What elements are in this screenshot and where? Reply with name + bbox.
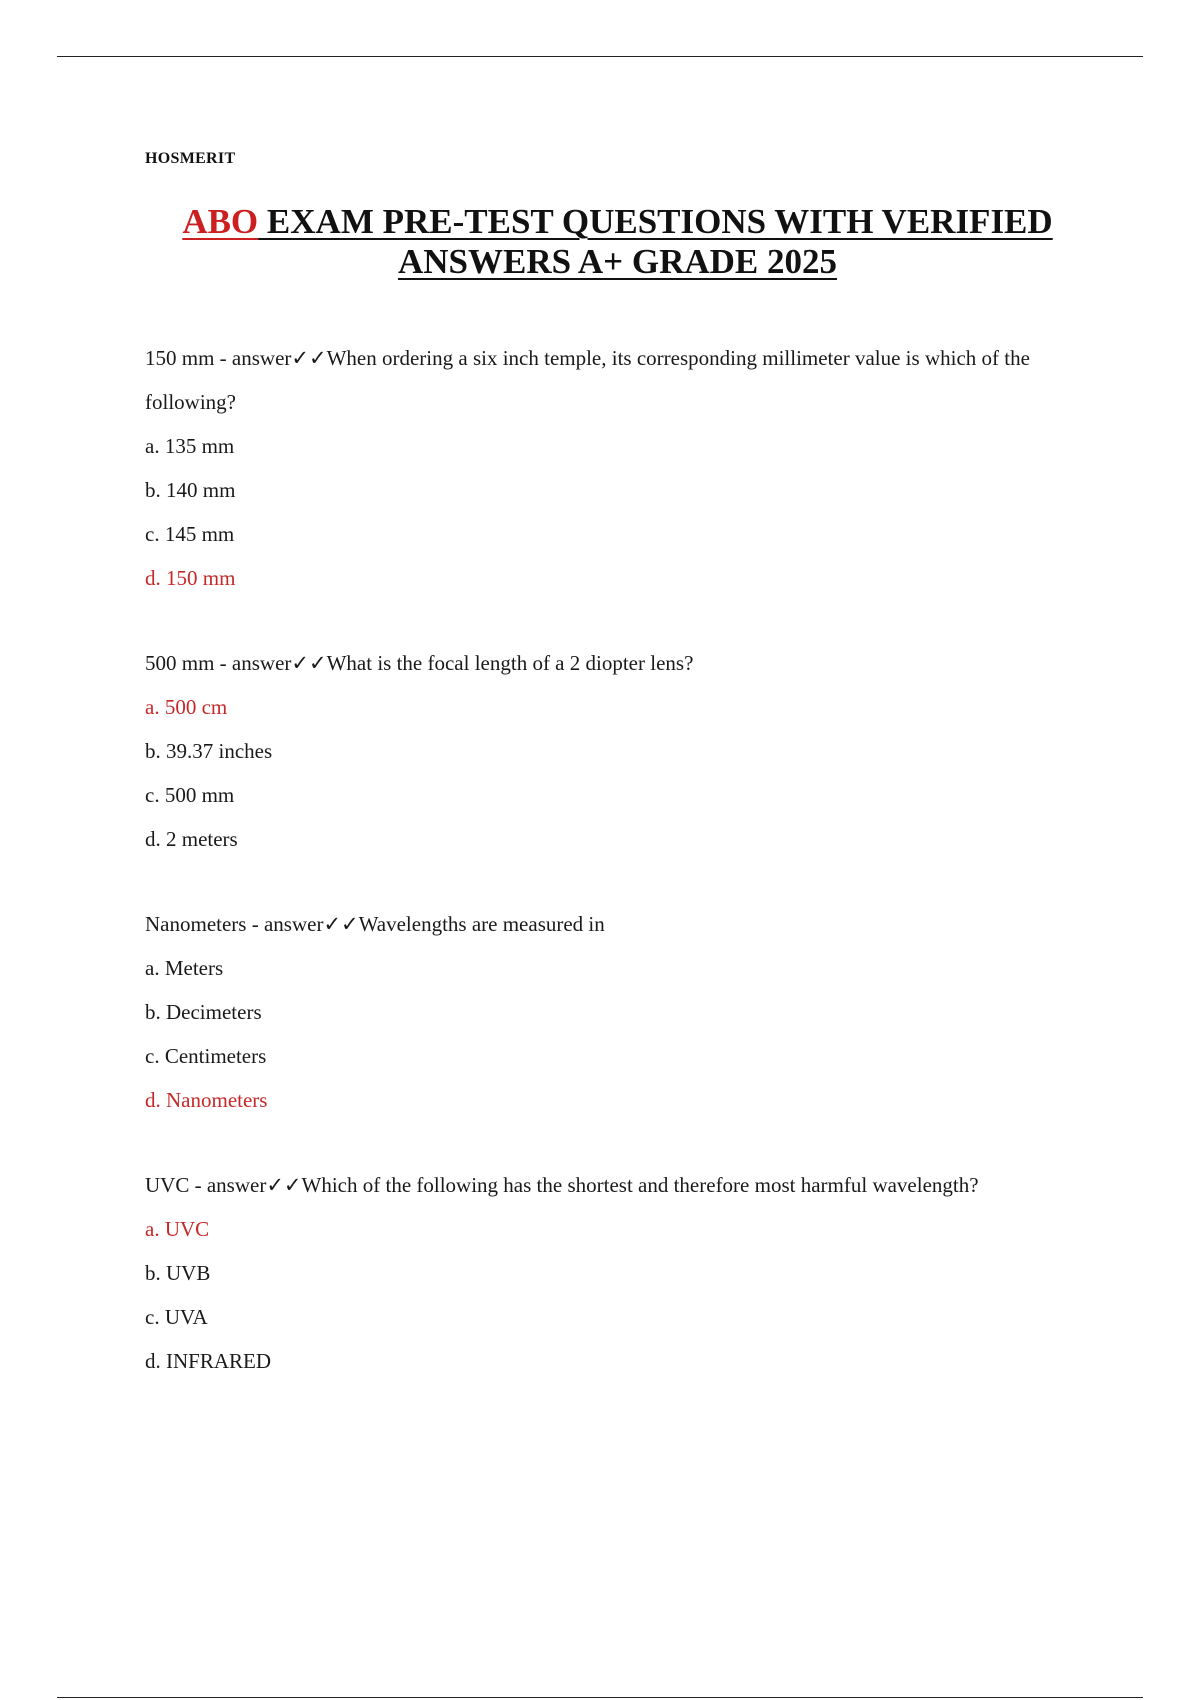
question-text xyxy=(145,641,1075,685)
question-block xyxy=(145,902,1075,1122)
option-c: c. UVA xyxy=(145,1305,208,1329)
question-prompt: Which of the following has the shortest and therefore most harmful wavelength? xyxy=(301,1173,979,1197)
question-block xyxy=(145,641,1075,861)
question-prompt: Wavelengths are measured in xyxy=(358,912,605,936)
answer-separator: - answer xyxy=(189,1173,267,1197)
option-d: d. 2 meters xyxy=(145,827,238,851)
question-text xyxy=(145,902,1075,946)
option-d-correct: d. 150 mm xyxy=(145,566,236,590)
option-d: d. INFRARED xyxy=(145,1349,272,1373)
question-answer: Nanometers xyxy=(145,912,247,936)
option-a-correct: a. UVC xyxy=(145,1217,210,1241)
question-text xyxy=(145,336,1075,424)
title-brand: ABO xyxy=(182,202,259,241)
double-check-icon: ✓✓ xyxy=(291,651,327,675)
question-block xyxy=(145,1163,1075,1383)
option-a: a. 135 mm xyxy=(145,434,235,458)
question-answer: UVC xyxy=(145,1173,190,1197)
header-label: HOSMERIT xyxy=(145,150,236,167)
option-b: b. Decimeters xyxy=(145,1000,262,1024)
option-d-correct: d. Nanometers xyxy=(145,1088,268,1112)
question-answer: 150 mm xyxy=(145,346,215,370)
bottom-rule xyxy=(57,1697,1143,1698)
top-rule xyxy=(57,56,1143,57)
option-c: c. 500 mm xyxy=(145,783,235,807)
question-list xyxy=(145,336,1075,1424)
option-c: c. Centimeters xyxy=(145,1044,267,1068)
answer-separator: - answer xyxy=(246,912,324,936)
option-a: a. Meters xyxy=(145,956,224,980)
option-b: b. 140 mm xyxy=(145,478,236,502)
document-title xyxy=(145,202,1090,282)
question-block xyxy=(145,336,1075,600)
option-b: b. UVB xyxy=(145,1261,211,1285)
option-c: c. 145 mm xyxy=(145,522,235,546)
double-check-icon: ✓✓ xyxy=(323,912,359,936)
question-answer: 500 mm xyxy=(145,651,215,675)
option-b: b. 39.37 inches xyxy=(145,739,273,763)
answer-separator: - answer xyxy=(214,651,292,675)
double-check-icon: ✓✓ xyxy=(291,346,327,370)
title-line2: ANSWERS A+ GRADE 2025 xyxy=(397,242,838,281)
title-line1: EXAM PRE-TEST QUESTIONS WITH VERIFIED xyxy=(258,202,1053,241)
double-check-icon: ✓✓ xyxy=(266,1173,302,1197)
question-text xyxy=(145,1163,1075,1207)
question-prompt: When ordering a six inch temple, its corresponding millimeter value is which of the following? xyxy=(145,346,1030,414)
answer-separator: - answer xyxy=(214,346,292,370)
question-prompt: What is the focal length of a 2 diopter lens? xyxy=(326,651,694,675)
option-a-correct: a. 500 cm xyxy=(145,695,228,719)
